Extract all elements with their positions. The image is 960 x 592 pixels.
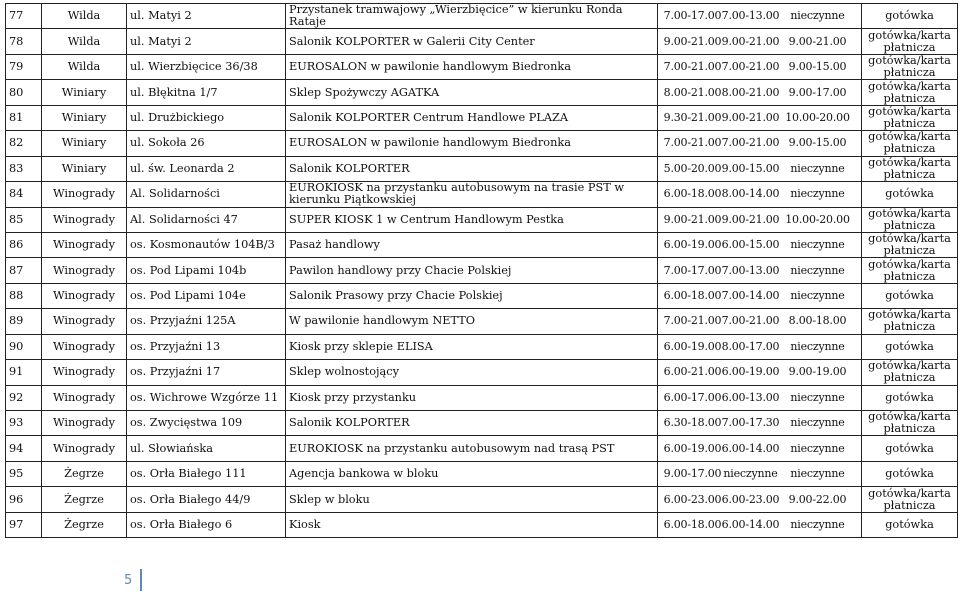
weekday-hours: 6.00-17.00 xyxy=(663,390,722,404)
table-row xyxy=(6,156,958,181)
table-row xyxy=(6,512,958,537)
weekday-hours: 7.00-21.00 xyxy=(663,60,722,74)
address-cell: os. Orła Białego 6 xyxy=(127,512,286,537)
payment-method-cell: gotówka/karta płatnicza xyxy=(862,309,958,334)
address-cell: os. Kosmonautów 104B/3 xyxy=(127,232,286,257)
row-number-cell: 77 xyxy=(6,4,42,29)
district-cell: Winogrady xyxy=(42,207,127,232)
payment-method-cell: gotówka xyxy=(862,512,958,537)
district-cell: Winiary xyxy=(42,80,127,105)
sunday-hours: 9.00-17.00 xyxy=(788,85,847,99)
payment-method-cell: gotówka/karta płatnicza xyxy=(862,258,958,283)
location-cell: Agencja bankowa w bloku xyxy=(286,461,658,486)
weekday-hours: 6.00-18.00 xyxy=(663,517,722,531)
weekday-hours: 8.00-21.00 xyxy=(663,85,722,99)
payment-method-cell: gotówka xyxy=(862,182,958,207)
table-row xyxy=(6,436,958,461)
location-cell: Pasaż handlowy xyxy=(286,232,658,257)
district-cell: Wilda xyxy=(42,4,127,29)
opening-hours-cell xyxy=(658,283,862,308)
district-cell: Winogrady xyxy=(42,334,127,359)
opening-hours-cell xyxy=(658,131,862,156)
row-number-cell: 95 xyxy=(6,461,42,486)
district-cell: Winogrady xyxy=(42,283,127,308)
location-cell: Pawilon handlowy przy Chacie Polskiej xyxy=(286,258,658,283)
address-cell: os. Wichrowe Wzgórze 11 xyxy=(127,385,286,410)
sunday-hours: 9.00-19.00 xyxy=(788,365,847,379)
district-cell: Winiary xyxy=(42,156,127,181)
payment-method-cell: gotówka xyxy=(862,461,958,486)
saturday-hours: 6.00-15.00 xyxy=(721,238,780,252)
opening-hours-cell xyxy=(658,54,862,79)
opening-hours-cell xyxy=(658,411,862,436)
table-row xyxy=(6,461,958,486)
weekday-hours: 9.00-21.00 xyxy=(663,34,722,48)
table-row xyxy=(6,29,958,54)
table-row xyxy=(6,80,958,105)
address-cell: os. Orła Białego 111 xyxy=(127,461,286,486)
saturday-hours: 8.00-14.00 xyxy=(721,187,780,201)
saturday-hours: 6.00-14.00 xyxy=(721,441,780,455)
address-cell: os. Przyjaźni 13 xyxy=(127,334,286,359)
opening-hours-cell xyxy=(658,436,862,461)
row-number-cell: 85 xyxy=(6,207,42,232)
weekday-hours: 7.00-21.00 xyxy=(663,136,722,150)
saturday-hours: 7.00-13.00 xyxy=(721,9,780,23)
weekday-hours: 6.00-18.00 xyxy=(663,187,722,201)
sunday-hours: nieczynne xyxy=(790,339,845,353)
opening-hours-cell xyxy=(658,80,862,105)
weekday-hours: 9.00-17.00 xyxy=(663,467,722,481)
location-cell: Sklep Spożywczy AGATKA xyxy=(286,80,658,105)
payment-method-cell: gotówka/karta płatnicza xyxy=(862,105,958,130)
weekday-hours: 9.00-21.00 xyxy=(663,212,722,226)
saturday-hours: 8.00-21.00 xyxy=(721,85,780,99)
payment-method-cell: gotówka/karta płatnicza xyxy=(862,156,958,181)
address-cell: ul. Matyi 2 xyxy=(127,4,286,29)
row-number-cell: 88 xyxy=(6,283,42,308)
address-cell: Al. Solidarności 47 xyxy=(127,207,286,232)
row-number-cell: 79 xyxy=(6,54,42,79)
row-number-cell: 82 xyxy=(6,131,42,156)
opening-hours-cell xyxy=(658,258,862,283)
location-cell: Sklep wolnostojący xyxy=(286,360,658,385)
opening-hours-cell xyxy=(658,4,862,29)
address-cell: ul. Matyi 2 xyxy=(127,29,286,54)
page-number-bar xyxy=(140,569,142,591)
ticket-outlets-table xyxy=(5,3,958,538)
saturday-hours: 8.00-17.00 xyxy=(721,339,780,353)
weekday-hours: 6.00-19.00 xyxy=(663,441,722,455)
table-row xyxy=(6,258,958,283)
sunday-hours: nieczynne xyxy=(790,441,845,455)
saturday-hours: 9.00-21.00 xyxy=(721,34,780,48)
sunday-hours: 9.00-22.00 xyxy=(788,492,847,506)
payment-method-cell: gotówka/karta płatnicza xyxy=(862,54,958,79)
location-cell: Salonik KOLPORTER xyxy=(286,156,658,181)
opening-hours-cell xyxy=(658,156,862,181)
district-cell: Winogrady xyxy=(42,258,127,283)
opening-hours-cell xyxy=(658,360,862,385)
sunday-hours: nieczynne xyxy=(790,467,845,481)
opening-hours-cell xyxy=(658,461,862,486)
opening-hours-cell xyxy=(658,29,862,54)
row-number-cell: 93 xyxy=(6,411,42,436)
opening-hours-cell xyxy=(658,182,862,207)
district-cell: Winogrady xyxy=(42,309,127,334)
location-cell: EUROSALON w pawilonie handlowym Biedronka xyxy=(286,131,658,156)
table-row xyxy=(6,131,958,156)
payment-method-cell: gotówka/karta płatnicza xyxy=(862,360,958,385)
sunday-hours: 10.00-20.00 xyxy=(785,212,850,226)
address-cell: ul. Słowiańska xyxy=(127,436,286,461)
district-cell: Winiary xyxy=(42,131,127,156)
row-number-cell: 84 xyxy=(6,182,42,207)
weekday-hours: 6.00-18.00 xyxy=(663,289,722,303)
sunday-hours: nieczynne xyxy=(790,238,845,252)
saturday-hours: 7.00-14.00 xyxy=(721,289,780,303)
opening-hours-cell xyxy=(658,385,862,410)
address-cell: os. Zwycięstwa 109 xyxy=(127,411,286,436)
location-cell: EUROKIOSK na przystanku autobusowym na trasie PST w kierunku Piątkowskiej xyxy=(286,182,658,207)
row-number-cell: 81 xyxy=(6,105,42,130)
sunday-hours: nieczynne xyxy=(790,9,845,23)
location-cell: Sklep w bloku xyxy=(286,487,658,512)
table-row xyxy=(6,385,958,410)
sunday-hours: nieczynne xyxy=(790,187,845,201)
table-row xyxy=(6,487,958,512)
row-number-cell: 92 xyxy=(6,385,42,410)
page-footer xyxy=(124,569,142,591)
location-cell: W pawilonie handlowym NETTO xyxy=(286,309,658,334)
location-cell: EUROSALON w pawilonie handlowym Biedronka xyxy=(286,54,658,79)
sunday-hours: 10.00-20.00 xyxy=(785,110,850,124)
row-number-cell: 80 xyxy=(6,80,42,105)
district-cell: Winiary xyxy=(42,105,127,130)
payment-method-cell: gotówka/karta płatnicza xyxy=(862,411,958,436)
sunday-hours: nieczynne xyxy=(790,161,845,175)
sunday-hours: nieczynne xyxy=(790,517,845,531)
district-cell: Żegrze xyxy=(42,487,127,512)
table-row xyxy=(6,283,958,308)
saturday-hours: 7.00-21.00 xyxy=(721,136,780,150)
district-cell: Żegrze xyxy=(42,461,127,486)
payment-method-cell: gotówka xyxy=(862,334,958,359)
saturday-hours: 7.00-17.30 xyxy=(721,416,780,430)
table-row xyxy=(6,360,958,385)
district-cell: Winogrady xyxy=(42,360,127,385)
row-number-cell: 83 xyxy=(6,156,42,181)
row-number-cell: 78 xyxy=(6,29,42,54)
weekday-hours: 7.00-21.00 xyxy=(663,314,722,328)
location-cell: Salonik KOLPORTER xyxy=(286,411,658,436)
table-row xyxy=(6,105,958,130)
sunday-hours: 8.00-18.00 xyxy=(788,314,847,328)
row-number-cell: 96 xyxy=(6,487,42,512)
address-cell: os. Pod Lipami 104e xyxy=(127,283,286,308)
opening-hours-cell xyxy=(658,232,862,257)
sunday-hours: 9.00-15.00 xyxy=(788,136,847,150)
location-cell: Salonik Prasowy przy Chacie Polskiej xyxy=(286,283,658,308)
district-cell: Winogrady xyxy=(42,385,127,410)
payment-method-cell: gotówka/karta płatnicza xyxy=(862,487,958,512)
table-row xyxy=(6,182,958,207)
saturday-hours: nieczynne xyxy=(723,467,778,481)
table-row xyxy=(6,411,958,436)
district-cell: Winogrady xyxy=(42,182,127,207)
saturday-hours: 9.00-21.00 xyxy=(721,110,780,124)
table-body xyxy=(6,4,958,538)
row-number-cell: 89 xyxy=(6,309,42,334)
payment-method-cell: gotówka xyxy=(862,385,958,410)
row-number-cell: 86 xyxy=(6,232,42,257)
opening-hours-cell xyxy=(658,334,862,359)
weekday-hours: 6.30-18.00 xyxy=(663,416,722,430)
sunday-hours: nieczynne xyxy=(790,289,845,303)
district-cell: Wilda xyxy=(42,29,127,54)
location-cell: Przystanek tramwajowy „Wierzbięcice” w kierunku Ronda Rataje xyxy=(286,4,658,29)
opening-hours-cell xyxy=(658,512,862,537)
location-cell: Salonik KOLPORTER Centrum Handlowe PLAZA xyxy=(286,105,658,130)
weekday-hours: 6.00-21.00 xyxy=(663,365,722,379)
sunday-hours: 9.00-21.00 xyxy=(788,34,847,48)
district-cell: Winogrady xyxy=(42,411,127,436)
opening-hours-cell xyxy=(658,105,862,130)
table-row xyxy=(6,207,958,232)
saturday-hours: 7.00-13.00 xyxy=(721,263,780,277)
payment-method-cell: gotówka xyxy=(862,436,958,461)
weekday-hours: 7.00-17.00 xyxy=(663,9,722,23)
payment-method-cell: gotówka xyxy=(862,4,958,29)
address-cell: ul. Drużbickiego xyxy=(127,105,286,130)
sunday-hours: nieczynne xyxy=(790,416,845,430)
address-cell: os. Pod Lipami 104b xyxy=(127,258,286,283)
weekday-hours: 5.00-20.00 xyxy=(663,161,722,175)
address-cell: os. Przyjaźni 125A xyxy=(127,309,286,334)
weekday-hours: 9.30-21.00 xyxy=(663,110,722,124)
payment-method-cell: gotówka/karta płatnicza xyxy=(862,131,958,156)
saturday-hours: 6.00-14.00 xyxy=(721,517,780,531)
row-number-cell: 91 xyxy=(6,360,42,385)
district-cell: Winogrady xyxy=(42,232,127,257)
page-number: 5 xyxy=(124,572,133,588)
saturday-hours: 7.00-21.00 xyxy=(721,60,780,74)
row-number-cell: 90 xyxy=(6,334,42,359)
saturday-hours: 9.00-15.00 xyxy=(721,161,780,175)
payment-method-cell: gotówka xyxy=(862,283,958,308)
opening-hours-cell xyxy=(658,309,862,334)
table-row xyxy=(6,232,958,257)
saturday-hours: 6.00-13.00 xyxy=(721,390,780,404)
location-cell: EUROKIOSK na przystanku autobusowym nad trasą PST xyxy=(286,436,658,461)
district-cell: Żegrze xyxy=(42,512,127,537)
table-row xyxy=(6,309,958,334)
payment-method-cell: gotówka/karta płatnicza xyxy=(862,80,958,105)
weekday-hours: 6.00-19.00 xyxy=(663,339,722,353)
weekday-hours: 7.00-17.00 xyxy=(663,263,722,277)
address-cell: ul. Wierzbięcice 36/38 xyxy=(127,54,286,79)
row-number-cell: 97 xyxy=(6,512,42,537)
payment-method-cell: gotówka/karta płatnicza xyxy=(862,232,958,257)
sunday-hours: 9.00-15.00 xyxy=(788,60,847,74)
address-cell: os. Orła Białego 44/9 xyxy=(127,487,286,512)
location-cell: SUPER KIOSK 1 w Centrum Handlowym Pestka xyxy=(286,207,658,232)
sunday-hours: nieczynne xyxy=(790,390,845,404)
address-cell: os. Przyjaźni 17 xyxy=(127,360,286,385)
saturday-hours: 7.00-21.00 xyxy=(721,314,780,328)
opening-hours-cell xyxy=(658,487,862,512)
location-cell: Kiosk xyxy=(286,512,658,537)
saturday-hours: 9.00-21.00 xyxy=(721,212,780,226)
address-cell: ul. Błękitna 1/7 xyxy=(127,80,286,105)
district-cell: Wilda xyxy=(42,54,127,79)
table-row xyxy=(6,334,958,359)
table-row xyxy=(6,54,958,79)
weekday-hours: 6.00-23.00 xyxy=(663,492,722,506)
address-cell: ul. św. Leonarda 2 xyxy=(127,156,286,181)
location-cell: Kiosk przy przystanku xyxy=(286,385,658,410)
location-cell: Salonik KOLPORTER w Galerii City Center xyxy=(286,29,658,54)
opening-hours-cell xyxy=(658,207,862,232)
sunday-hours: nieczynne xyxy=(790,263,845,277)
row-number-cell: 87 xyxy=(6,258,42,283)
saturday-hours: 6.00-19.00 xyxy=(721,365,780,379)
address-cell: Al. Solidarności xyxy=(127,182,286,207)
location-cell: Kiosk przy sklepie ELISA xyxy=(286,334,658,359)
payment-method-cell: gotówka/karta płatnicza xyxy=(862,29,958,54)
table-row xyxy=(6,4,958,29)
saturday-hours: 6.00-23.00 xyxy=(721,492,780,506)
weekday-hours: 6.00-19.00 xyxy=(663,238,722,252)
address-cell: ul. Sokoła 26 xyxy=(127,131,286,156)
district-cell: Winogrady xyxy=(42,436,127,461)
payment-method-cell: gotówka/karta płatnicza xyxy=(862,207,958,232)
row-number-cell: 94 xyxy=(6,436,42,461)
